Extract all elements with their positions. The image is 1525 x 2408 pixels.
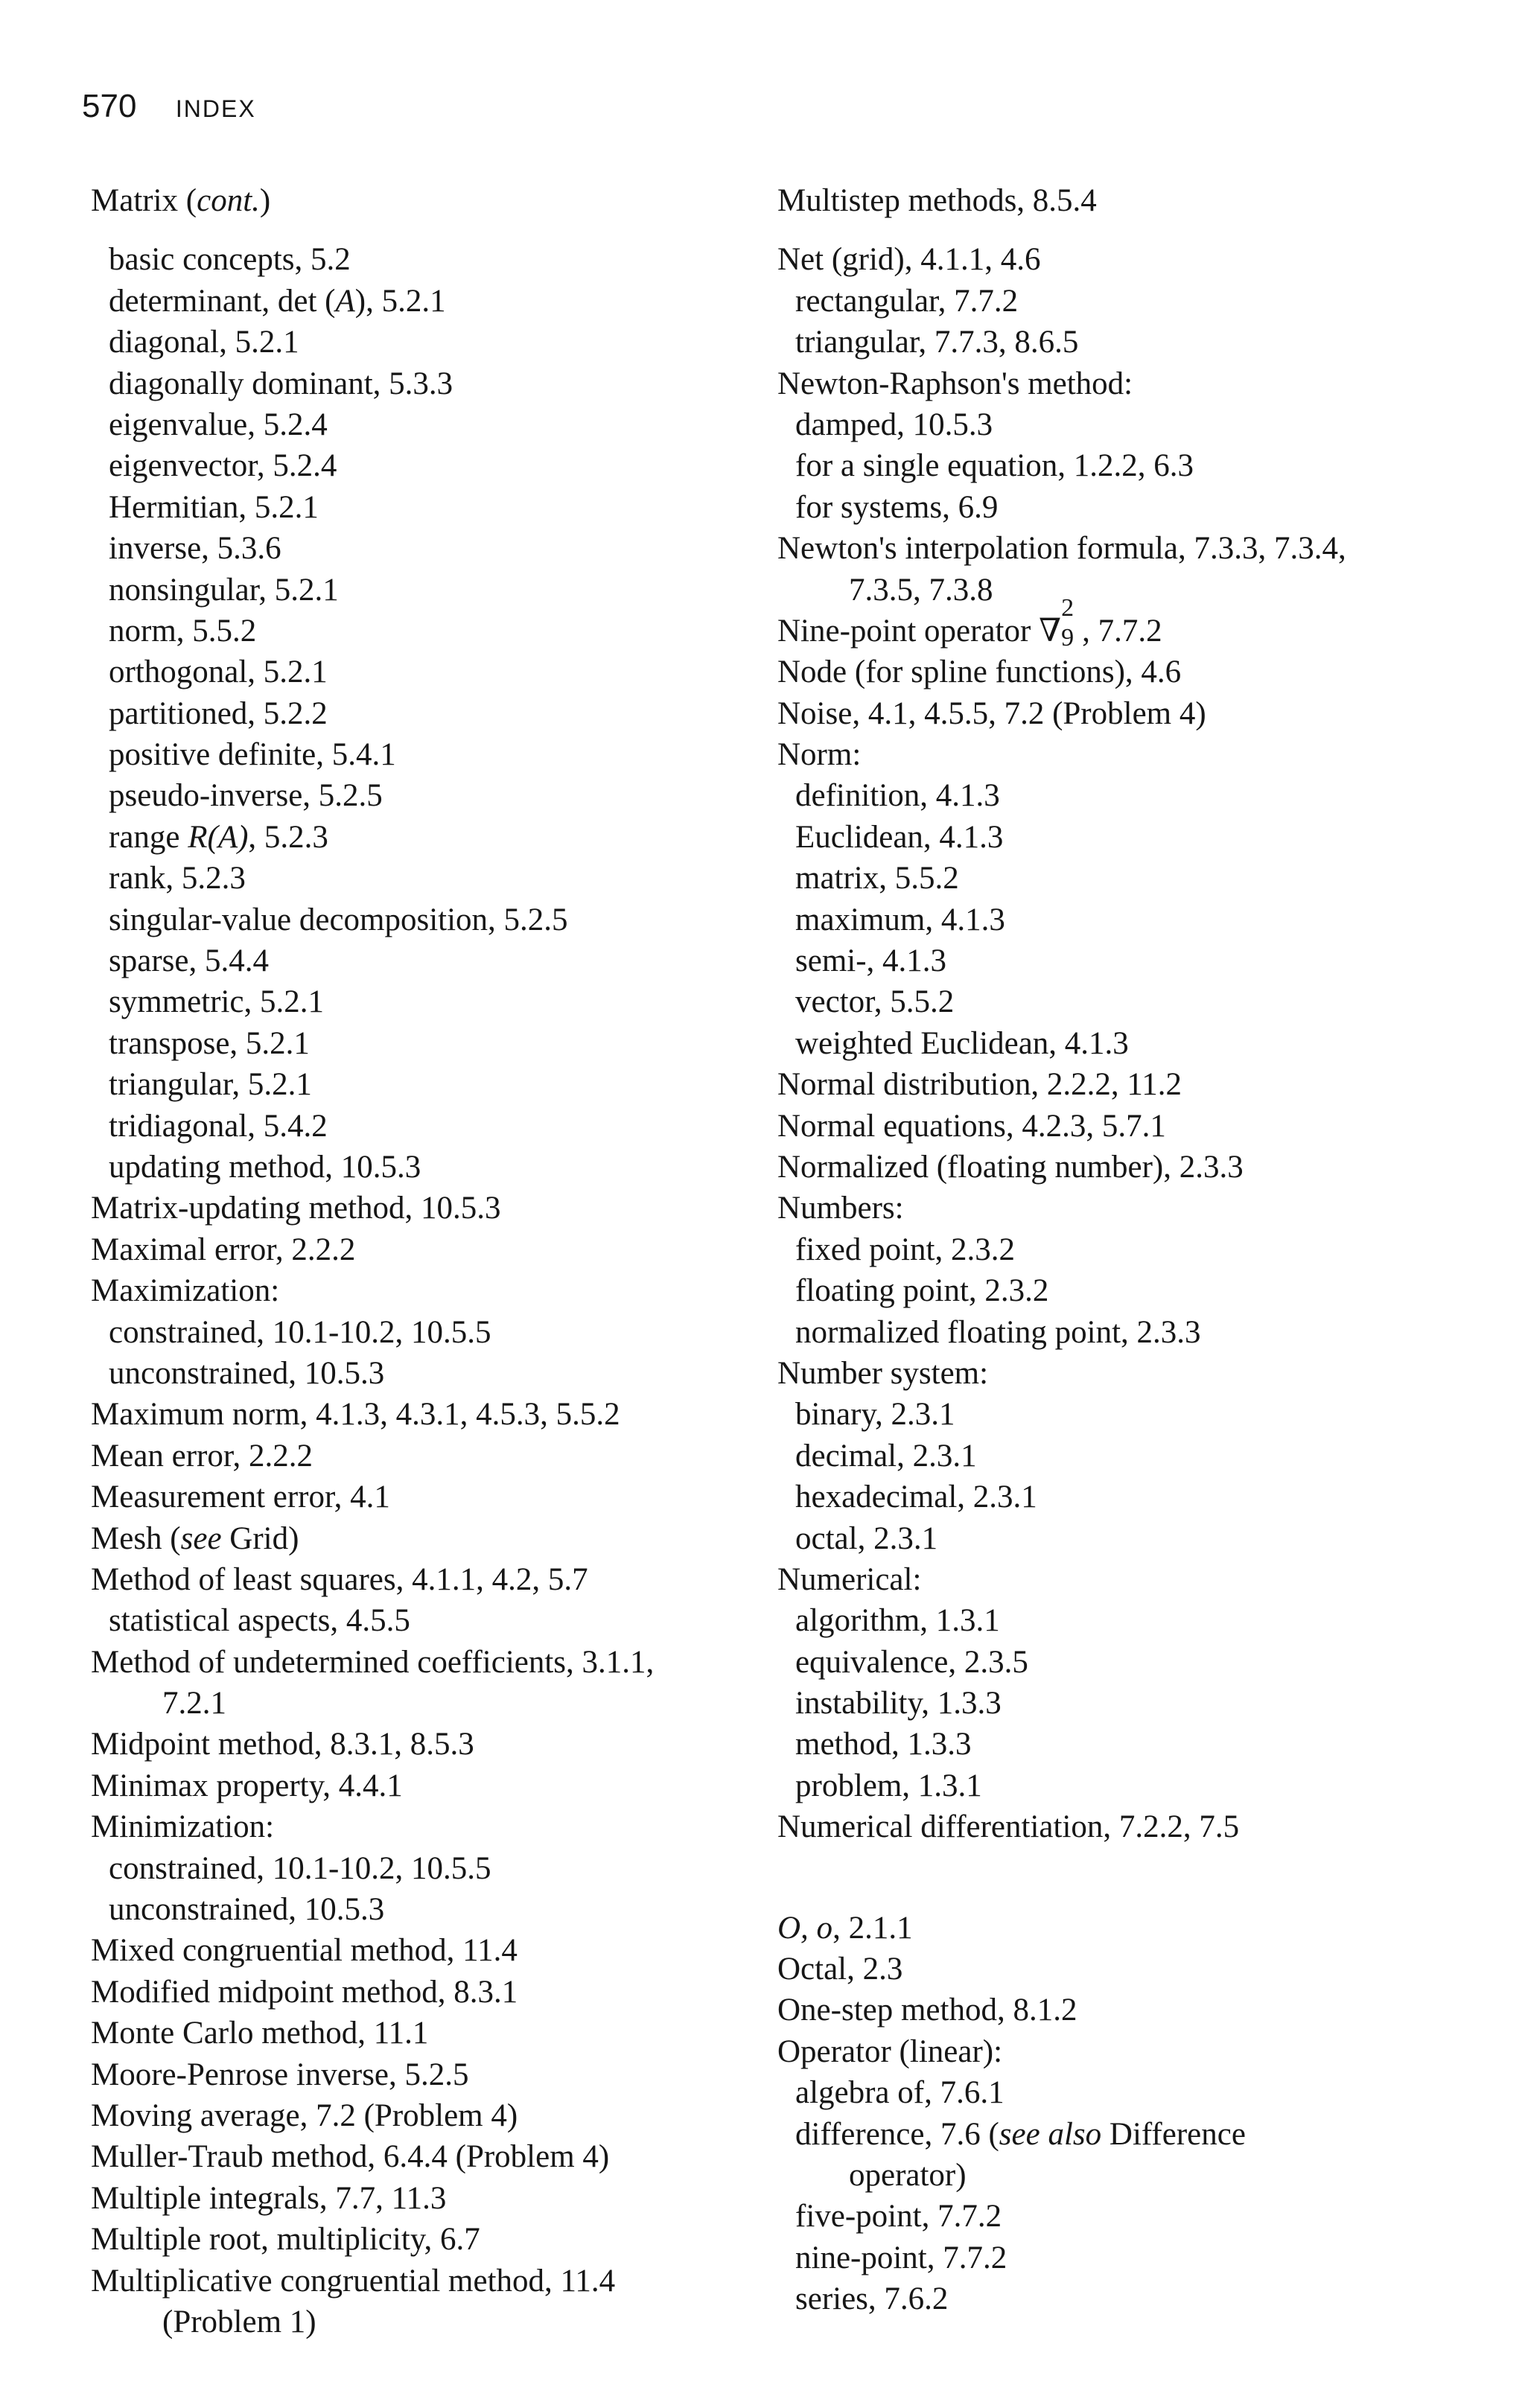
index-entry-maximum-norm-4-1-3-4-3-1-4-5-3-5-5-2: Maximum norm, 4.1.3, 4.3.1, 4.5.3, 5.5.2 — [91, 1397, 620, 1433]
index-subentry-for-systems-6-9: for systems, 6.9 — [795, 489, 999, 525]
index-subentry-binary-2-3-1: binary, 2.3.1 — [795, 1397, 955, 1433]
index-continuation-operator: operator) — [849, 2157, 967, 2193]
running-title: INDEX — [175, 95, 256, 122]
index-subentry-norm-5-5-2: norm, 5.5.2 — [109, 613, 257, 649]
index-subentry-algebra-of-7-6-1: algebra of, 7.6.1 — [795, 2075, 1005, 2111]
index-entry-multistep-methods-8-5-4: Multistep methods, 8.5.4 — [777, 183, 1097, 218]
index-subentry-instability-1-3-3: instability, 1.3.3 — [795, 1686, 1002, 1721]
index-subentry-eigenvalue-5-2-4: eigenvalue, 5.2.4 — [109, 407, 328, 442]
index-subentry-definition-4-1-3: definition, 4.1.3 — [795, 778, 1000, 814]
index-subentry-basic-concepts-5-2: basic concepts, 5.2 — [109, 242, 351, 278]
index-subentry-triangular-5-2-1: triangular, 5.2.1 — [109, 1067, 312, 1103]
index-entry-maximization: Maximization: — [91, 1273, 280, 1309]
index-entry-mesh-see-grid: Mesh (see Grid) — [91, 1520, 299, 1556]
index-entry-moving-average-7-2-problem-4: Moving average, 7.2 (Problem 4) — [91, 2098, 518, 2133]
index-subentry-range-r-a-5-2-3: range R(A), 5.2.3 — [109, 819, 328, 855]
index-subentry-difference-7-6-see-also-difference: difference, 7.6 (see also Difference — [795, 2116, 1246, 2152]
nabla-operator: ∇ 2 9 — [1039, 593, 1074, 652]
section-gap — [777, 221, 1448, 239]
index-entry-numbers: Numbers: — [777, 1191, 904, 1226]
index-subentry-algorithm-1-3-1: algorithm, 1.3.1 — [795, 1603, 1000, 1639]
index-subentry-tridiagonal-5-4-2: tridiagonal, 5.4.2 — [109, 1108, 328, 1144]
index-entry-minimax-property-4-4-1: Minimax property, 4.4.1 — [91, 1768, 403, 1803]
index-subentry-nine-point-7-7-2: nine-point, 7.7.2 — [795, 2240, 1007, 2275]
index-subentry-updating-method-10-5-3: updating method, 10.5.3 — [109, 1149, 421, 1185]
index-entry-multiple-root-multiplicity-6-7: Multiple root, multiplicity, 6.7 — [91, 2222, 480, 2258]
index-entry-multiple-integrals-7-7-11-3: Multiple integrals, 7.7, 11.3 — [91, 2180, 447, 2216]
index-subentry-rectangular-7-7-2: rectangular, 7.7.2 — [795, 283, 1019, 319]
index-entry-mean-error-2-2-2: Mean error, 2.2.2 — [91, 1438, 313, 1474]
index-entry-o-o-2-1-1: O, o, 2.1.1 — [777, 1910, 913, 1946]
index-subentry-octal-2-3-1: octal, 2.3.1 — [795, 1520, 938, 1556]
index-entry-modified-midpoint-method-8-3-1: Modified midpoint method, 8.3.1 — [91, 1974, 518, 2010]
index-subentry-constrained-10-1-10-2-10-5-5: constrained, 10.1-10.2, 10.5.5 — [109, 1850, 491, 1886]
index-entry-moore-penrose-inverse-5-2-5: Moore-Penrose inverse, 5.2.5 — [91, 2057, 469, 2092]
section-gap — [777, 1848, 1448, 1908]
index-entry-multiplicative-congruential-method-11-4: Multiplicative congruential method, 11.4 — [91, 2263, 616, 2299]
index-subentry-fixed-point-2-3-2: fixed point, 2.3.2 — [795, 1232, 1015, 1267]
index-entry-octal-2-3: Octal, 2.3 — [777, 1952, 903, 1987]
index-subentry-damped-10-5-3: damped, 10.5.3 — [795, 407, 993, 442]
index-continuation-problem-1: (Problem 1) — [162, 2304, 316, 2339]
index-subentry-for-a-single-equation-1-2-2-6-3: for a single equation, 1.2.2, 6.3 — [795, 448, 1194, 484]
index-entry-normal-equations-4-2-3-5-7-1: Normal equations, 4.2.3, 5.7.1 — [777, 1108, 1166, 1144]
index-entry-method-of-least-squares-4-1-1-4-2-5-7: Method of least squares, 4.1.1, 4.2, 5.7 — [91, 1561, 588, 1597]
index-subentry-transpose-5-2-1: transpose, 5.2.1 — [109, 1025, 310, 1061]
index-entry-normalized-floating-number-2-3-3: Normalized (floating number), 2.3.3 — [777, 1149, 1244, 1185]
index-entry-mixed-congruential-method-11-4: Mixed congruential method, 11.4 — [91, 1933, 518, 1969]
index-subentry-unconstrained-10-5-3: unconstrained, 10.5.3 — [109, 1892, 385, 1928]
index-entry-method-of-undetermined-coefficients-3-1-: Method of undetermined coefficients, 3.1.1, — [91, 1644, 655, 1680]
index-entry-matrix-updating-method-10-5-3: Matrix-updating method, 10.5.3 — [91, 1191, 501, 1226]
index-subentry-diagonal-5-2-1: diagonal, 5.2.1 — [109, 325, 299, 360]
index-entry-minimization: Minimization: — [91, 1809, 275, 1845]
index-subentry-hexadecimal-2-3-1: hexadecimal, 2.3.1 — [795, 1479, 1037, 1515]
index-continuation-7-2-1: 7.2.1 — [162, 1686, 226, 1721]
index-subentry-singular-value-decomposition-5-2-5: singular-value decomposition, 5.2.5 — [109, 902, 568, 937]
index-entry-norm: Norm: — [777, 737, 862, 773]
index-entry-maximal-error-2-2-2: Maximal error, 2.2.2 — [91, 1232, 356, 1267]
index-subentry-decimal-2-3-1: decimal, 2.3.1 — [795, 1438, 977, 1474]
index-subentry-five-point-7-7-2: five-point, 7.7.2 — [795, 2199, 1002, 2235]
index-subentry-matrix-5-5-2: matrix, 5.5.2 — [795, 861, 959, 896]
index-entry-newton-raphson-s-method: Newton-Raphson's method: — [777, 366, 1133, 401]
index-subentry-method-1-3-3: method, 1.3.3 — [795, 1727, 972, 1762]
index-continuation-7-3-5-7-3-8: 7.3.5, 7.3.8 — [849, 572, 993, 608]
index-subentry-problem-1-3-1: problem, 1.3.1 — [795, 1768, 982, 1803]
running-head — [82, 88, 256, 125]
index-subentry-hermitian-5-2-1: Hermitian, 5.2.1 — [109, 489, 319, 525]
index-entry-measurement-error-4-1: Measurement error, 4.1 — [91, 1479, 390, 1515]
index-subentry-statistical-aspects-4-5-5: statistical aspects, 4.5.5 — [109, 1603, 410, 1639]
index-entry-numerical: Numerical: — [777, 1561, 922, 1597]
index-entry-monte-carlo-method-11-1: Monte Carlo method, 11.1 — [91, 2016, 429, 2051]
index-entry-newton-s-interpolation-formula-7-3-3-7-3: Newton's interpolation formula, 7.3.3, 7.3.4, — [777, 531, 1346, 567]
index-subentry-eigenvector-5-2-4: eigenvector, 5.2.4 — [109, 448, 337, 484]
index-subentry-inverse-5-3-6: inverse, 5.3.6 — [109, 531, 281, 567]
index-subentry-euclidean-4-1-3: Euclidean, 4.1.3 — [795, 819, 1004, 855]
index-subentry-semi-4-1-3: semi-, 4.1.3 — [795, 943, 947, 979]
index-subentry-determinant-det-a-5-2-1: determinant, det (A), 5.2.1 — [109, 283, 446, 319]
index-subentry-rank-5-2-3: rank, 5.2.3 — [109, 861, 246, 896]
index-entry-noise-4-1-4-5-5-7-2-problem-4: Noise, 4.1, 4.5.5, 7.2 (Problem 4) — [777, 695, 1206, 731]
section-gap — [91, 221, 746, 239]
index-column-right — [777, 180, 1448, 2320]
index-subentry-constrained-10-1-10-2-10-5-5: constrained, 10.1-10.2, 10.5.5 — [109, 1314, 491, 1350]
index-subentry-positive-definite-5-4-1: positive definite, 5.4.1 — [109, 737, 396, 773]
index-subentry-sparse-5-4-4: sparse, 5.4.4 — [109, 943, 269, 979]
index-subentry-partitioned-5-2-2: partitioned, 5.2.2 — [109, 695, 328, 731]
index-subentry-pseudo-inverse-5-2-5: pseudo-inverse, 5.2.5 — [109, 778, 383, 814]
index-column-left — [91, 180, 746, 2342]
index-subentry-symmetric-5-2-1: symmetric, 5.2.1 — [109, 984, 325, 1020]
index-entry-operator-linear: Operator (linear): — [777, 2033, 1003, 2069]
index-subentry-vector-5-5-2: vector, 5.5.2 — [795, 984, 955, 1020]
index-subentry-normalized-floating-point-2-3-3: normalized floating point, 2.3.3 — [795, 1314, 1201, 1350]
index-entry-muller-traub-method-6-4-4-problem-4: Muller-Traub method, 6.4.4 (Problem 4) — [91, 2139, 610, 2175]
index-subentry-diagonally-dominant-5-3-3: diagonally dominant, 5.3.3 — [109, 366, 453, 401]
index-entry-midpoint-method-8-3-1-8-5-3: Midpoint method, 8.3.1, 8.5.3 — [91, 1727, 474, 1762]
index-entry-normal-distribution-2-2-2-11-2: Normal distribution, 2.2.2, 11.2 — [777, 1067, 1182, 1103]
index-entry-numerical-differentiation-7-2-2-7-5: Numerical differentiation, 7.2.2, 7.5 — [777, 1809, 1240, 1845]
index-subentry-weighted-euclidean-4-1-3: weighted Euclidean, 4.1.3 — [795, 1025, 1129, 1061]
index-subentry-triangular-7-7-3-8-6-5: triangular, 7.7.3, 8.6.5 — [795, 325, 1079, 360]
index-entry-number-system: Number system: — [777, 1355, 989, 1391]
index-subentry-floating-point-2-3-2: floating point, 2.3.2 — [795, 1273, 1049, 1309]
index-subentry-equivalence-2-3-5: equivalence, 2.3.5 — [795, 1644, 1028, 1680]
index-entry-one-step-method-8-1-2: One-step method, 8.1.2 — [777, 1993, 1077, 2028]
index-entry-matrix-cont: Matrix (cont.) — [91, 183, 271, 218]
index-subentry-unconstrained-10-5-3: unconstrained, 10.5.3 — [109, 1355, 385, 1391]
page-number: 570 — [82, 88, 137, 124]
index-subentry-series-7-6-2: series, 7.6.2 — [795, 2281, 949, 2317]
index-subentry-maximum-4-1-3: maximum, 4.1.3 — [795, 902, 1005, 937]
index-entry-net-grid-4-1-1-4-6: Net (grid), 4.1.1, 4.6 — [777, 242, 1041, 278]
index-subentry-orthogonal-5-2-1: orthogonal, 5.2.1 — [109, 654, 328, 690]
index-entry-node-for-spline-functions-4-6: Node (for spline functions), 4.6 — [777, 654, 1182, 690]
index-entry-nine-point-operator: Nine-point operator ∇ 2 9 , 7.7.2 — [777, 593, 1162, 652]
index-subentry-nonsingular-5-2-1: nonsingular, 5.2.1 — [109, 572, 339, 608]
